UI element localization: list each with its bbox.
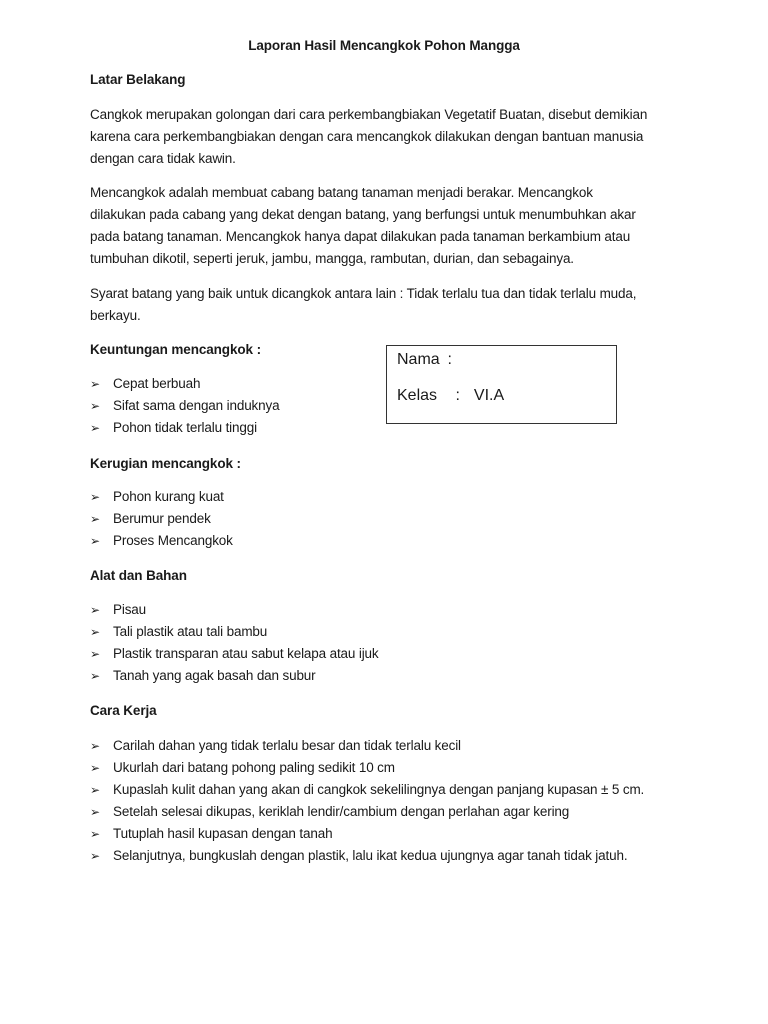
arrow-bullet-icon: ➢ (90, 625, 100, 639)
list-item (90, 779, 644, 801)
list-item-text: Pohon kurang kuat (113, 489, 224, 504)
arrow-bullet-icon: ➢ (90, 783, 100, 797)
paragraph-cangkok-definition (90, 104, 690, 170)
list-item-text: Pohon tidak terlalu tinggi (113, 420, 257, 435)
list-item-text: Carilah dahan yang tidak terlalu besar dan tidak terlalu kecil (113, 738, 461, 753)
arrow-bullet-icon: ➢ (90, 399, 100, 413)
heading-cara-kerja: Cara Kerja (90, 703, 157, 718)
arrow-bullet-icon: ➢ (90, 849, 100, 863)
list-item (90, 757, 644, 779)
paragraph-line: berkayu. (90, 308, 141, 323)
kelas-label: Kelas (397, 387, 438, 404)
list-keuntungan (90, 373, 279, 439)
paragraph-line: tumbuhan dikotil, seperti jeruk, jambu, mangga, rambutan, durian, dan sebagainya. (90, 251, 574, 266)
arrow-bullet-icon: ➢ (90, 534, 100, 548)
list-item (90, 508, 233, 530)
list-item (90, 530, 233, 552)
list-item-text: Tali plastik atau tali bambu (113, 624, 268, 639)
list-item-text: Tanah yang agak basah dan subur (113, 668, 316, 683)
list-item (90, 486, 233, 508)
paragraph-line: pada batang tanaman. Mencangkok hanya dapat dilakukan pada tanaman berkambium atau (90, 229, 631, 244)
arrow-bullet-icon: ➢ (90, 827, 100, 841)
arrow-bullet-icon: ➢ (90, 490, 100, 504)
arrow-bullet-icon: ➢ (90, 647, 100, 661)
heading-alat-bahan: Alat dan Bahan (90, 568, 187, 583)
heading-keuntungan: Keuntungan mencangkok : (90, 342, 261, 357)
arrow-bullet-icon: ➢ (90, 761, 100, 775)
paragraph-line: Cangkok merupakan golongan dari cara perkembangbiakan Vegetatif Buatan, disebut demikian (90, 107, 648, 122)
list-item (90, 395, 279, 417)
arrow-bullet-icon: ➢ (90, 739, 100, 753)
arrow-bullet-icon: ➢ (90, 805, 100, 819)
list-item-text: Cepat berbuah (113, 376, 201, 391)
list-item-text: Pisau (113, 602, 147, 617)
list-item-text: Ukurlah dari batang pohong paling sedikit 10 cm (113, 760, 395, 775)
paragraph-syarat-batang (90, 283, 690, 327)
paragraph-line: karena cara perkembangbiakan dengan cara mencangkok dilakukan dengan bantuan manusia (90, 129, 644, 144)
arrow-bullet-icon: ➢ (90, 377, 100, 391)
list-item (90, 801, 644, 823)
arrow-bullet-icon: ➢ (90, 669, 100, 683)
list-item (90, 665, 379, 687)
list-item-text: Plastik transparan atau sabut kelapa atau ijuk (113, 646, 379, 661)
list-item (90, 373, 279, 395)
paragraph-mencangkok-definition (90, 182, 690, 270)
paragraph-line: dilakukan pada cabang yang dekat dengan batang, yang berfungsi untuk menumbuhkan akar (90, 207, 636, 222)
list-item (90, 417, 279, 439)
nama-row (397, 351, 461, 369)
list-item-text: Kupaslah kulit dahan yang akan di cangkok sekelilingnya dengan panjang kupasan ± 5 cm. (113, 782, 645, 797)
kelas-value: VI.A (473, 387, 505, 404)
list-item (90, 845, 644, 867)
list-item-text: Sifat sama dengan induknya (113, 398, 280, 413)
list-item-text: Tutuplah hasil kupasan dengan tanah (113, 826, 333, 841)
nama-label: Nama (397, 351, 440, 368)
paragraph-line: Mencangkok adalah membuat cabang batang tanaman menjadi berakar. Mencangkok (90, 185, 593, 200)
paragraph-line: Syarat batang yang baik untuk dicangkok antara lain : Tidak terlalu tua dan tidak terlalu muda, (90, 286, 637, 301)
arrow-bullet-icon: ➢ (90, 421, 100, 435)
list-alat-bahan (90, 599, 379, 687)
arrow-bullet-icon: ➢ (90, 512, 100, 526)
heading-latar-belakang: Latar Belakang (90, 72, 186, 87)
list-item (90, 621, 379, 643)
list-item (90, 823, 644, 845)
student-info-box (386, 345, 617, 424)
nama-separator: : (447, 351, 452, 368)
kelas-row (397, 387, 504, 405)
paragraph-line: dengan cara tidak kawin. (90, 151, 236, 166)
list-item (90, 735, 644, 757)
kelas-separator: : (455, 387, 460, 404)
list-item-text: Setelah selesai dikupas, keriklah lendir/cambium dengan perlahan agar kering (113, 804, 570, 819)
list-kerugian (90, 486, 233, 552)
heading-kerugian: Kerugian mencangkok : (90, 456, 241, 471)
list-item-text: Proses Mencangkok (113, 533, 233, 548)
arrow-bullet-icon: ➢ (90, 603, 100, 617)
list-item (90, 643, 379, 665)
list-cara-kerja (90, 735, 644, 867)
list-item-text: Selanjutnya, bungkuslah dengan plastik, lalu ikat kedua ujungnya agar tanah tidak jatuh. (113, 848, 628, 863)
document-title: Laporan Hasil Mencangkok Pohon Mangga (248, 38, 520, 53)
list-item (90, 599, 379, 621)
list-item-text: Berumur pendek (113, 511, 211, 526)
